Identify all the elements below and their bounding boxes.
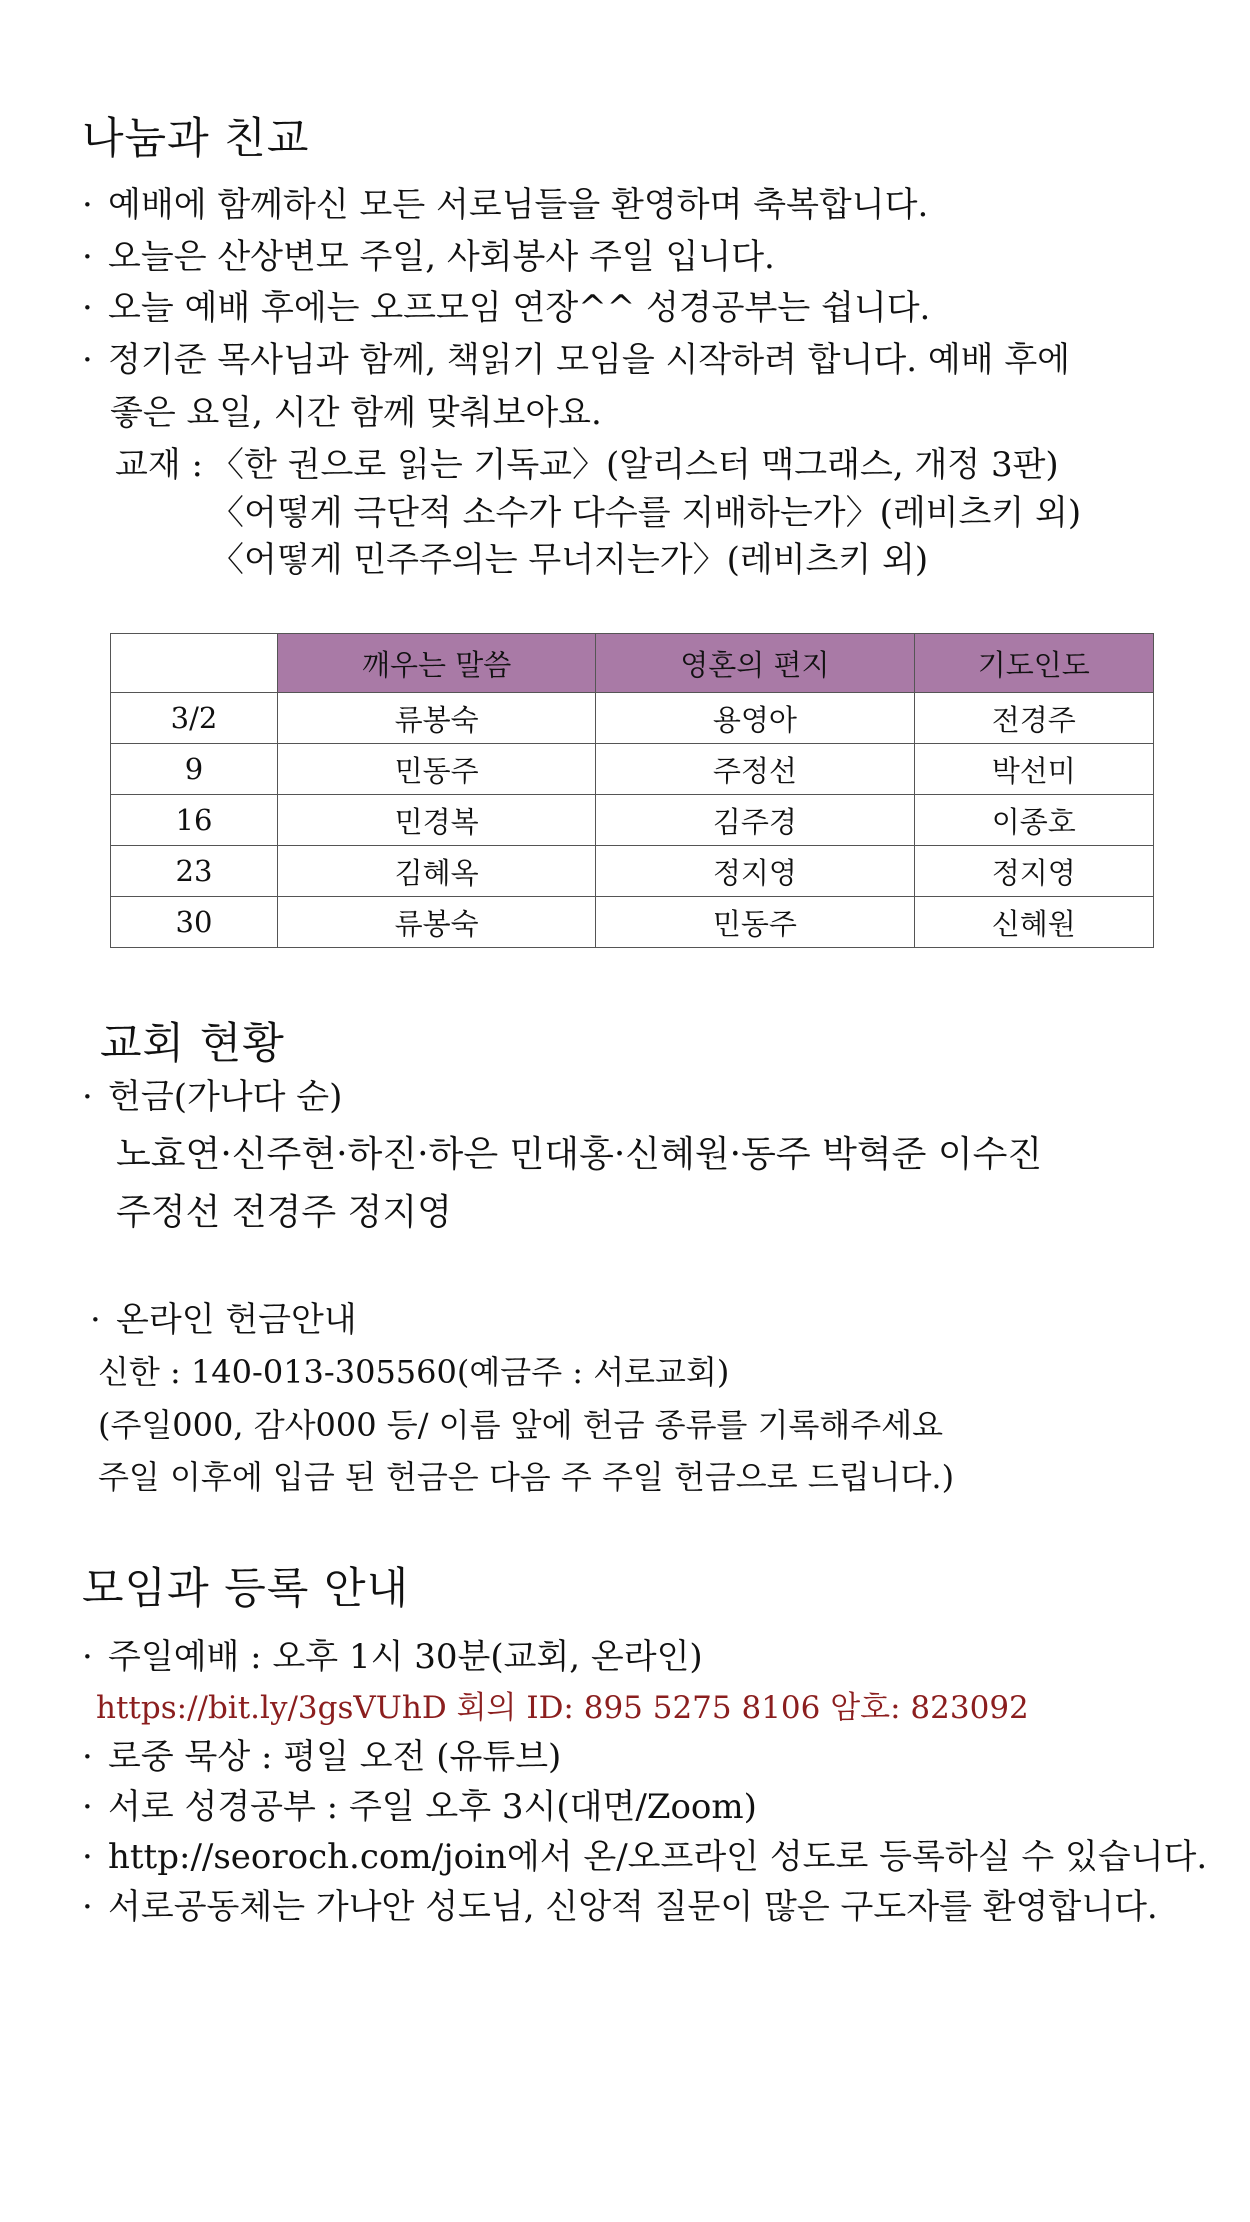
meeting-title: 모임과 등록 안내	[82, 1564, 410, 1614]
table-cell: 민동주	[278, 744, 596, 795]
offering-note: (주일000, 감사000 등/ 이름 앞에 헌금 종류를 기록해주세요	[98, 1406, 944, 1444]
book-item: 〈어떻게 극단적 소수가 다수를 지배하는가〉(레비츠키 외)	[210, 493, 1082, 533]
sharing-item-text: 오늘 예배 후에는 오프모임 연장^^ 성경공부는 쉽니다.	[108, 288, 931, 328]
sunday-worship: 주일예배 : 오후 1시 30분(교회, 온라인)	[108, 1637, 703, 1677]
table-cell: 박선미	[914, 744, 1153, 795]
table-cell: 30	[111, 897, 278, 948]
meeting-item	[82, 1632, 703, 1682]
meeting-item	[82, 1732, 561, 1782]
table-cell: 3/2	[111, 693, 278, 744]
table-cell: 류봉숙	[278, 897, 596, 948]
sharing-continuation: 좋은 요일, 시간 함께 맞춰보아요.	[110, 393, 602, 433]
meeting-item-text: 서로 성경공부 : 주일 오후 3시(대면/Zoom)	[108, 1787, 757, 1827]
textbook-label: 교재 :	[115, 445, 203, 485]
meeting-item	[82, 1832, 1207, 1882]
table-cell: 이종호	[914, 795, 1153, 846]
book-item: 〈어떻게 민주주의는 무너지는가〉(레비츠키 외)	[210, 540, 929, 580]
table-row	[111, 744, 1154, 795]
bullet: ·	[82, 340, 93, 380]
meeting-item-text: 서로공동체는 가나안 성도님, 신앙적 질문이 많은 구도자를 환영합니다.	[108, 1887, 1158, 1927]
meeting-item-text: 로중 묵상 : 평일 오전 (유튜브)	[108, 1737, 562, 1777]
bullet: ·	[82, 185, 93, 225]
donors-line: 노효연·신주현·하진·하은 민대홍·신혜원·동주 박혁준 이수진	[116, 1134, 1043, 1175]
sharing-item	[82, 232, 775, 282]
table-cell: 민경복	[278, 795, 596, 846]
schedule-table	[110, 633, 1154, 948]
table-cell: 전경주	[914, 693, 1153, 744]
table-cell: 주정선	[596, 744, 914, 795]
table-cell: 류봉숙	[278, 693, 596, 744]
status-title: 교회 현황	[100, 1019, 285, 1069]
bullet: ·	[82, 1887, 93, 1927]
table-cell: 김주경	[596, 795, 914, 846]
online-label-line	[90, 1295, 357, 1345]
donors-line: 주정선 전경주 정지영	[116, 1192, 452, 1233]
table-header-cell: 영혼의 편지	[596, 634, 914, 693]
table-row	[111, 897, 1154, 948]
sharing-item-text: 예배에 함께하신 모든 서로님들을 환영하며 축복합니다.	[108, 185, 929, 225]
sharing-item	[82, 283, 930, 333]
table-cell: 9	[111, 744, 278, 795]
table-cell: 16	[111, 795, 278, 846]
meeting-item	[82, 1782, 757, 1832]
table-row	[111, 795, 1154, 846]
table-cell: 김혜옥	[278, 846, 596, 897]
sharing-item-text: 오늘은 산상변모 주일, 사회봉사 주일 입니다.	[108, 237, 775, 277]
bullet: ·	[90, 1300, 101, 1340]
table-header-cell: 기도인도	[914, 634, 1153, 693]
table-cell: 용영아	[596, 693, 914, 744]
offering-label-line	[82, 1072, 342, 1122]
sharing-item	[82, 335, 1070, 385]
table-header-cell	[111, 634, 278, 693]
book-item: 〈한 권으로 읽는 기독교〉(알리스터 맥그래스, 개정 3판)	[210, 445, 1059, 485]
table-cell: 정지영	[914, 846, 1153, 897]
offering-label: 헌금(가나다 순)	[108, 1077, 343, 1117]
table-cell: 민동주	[596, 897, 914, 948]
bullet: ·	[82, 1837, 93, 1877]
bullet: ·	[82, 237, 93, 277]
bullet: ·	[82, 288, 93, 328]
bullet: ·	[82, 1077, 93, 1117]
registration-link-text[interactable]: http://seoroch.com/join에서 온/오프라인 성도로 등록하실 수 있습니다.	[108, 1837, 1208, 1877]
table-header-cell: 깨우는 말씀	[278, 634, 596, 693]
table-cell: 23	[111, 846, 278, 897]
account-info: 신한 : 140-013-305560(예금주 : 서로교회)	[98, 1353, 730, 1391]
zoom-link[interactable]: https://bit.ly/3gsVUhD 회의 ID: 895 5275 8106 암호: 823092	[96, 1690, 1029, 1726]
sharing-title: 나눔과 친교	[82, 114, 310, 164]
table-row	[111, 846, 1154, 897]
table-cell: 신혜원	[914, 897, 1153, 948]
sharing-item-text: 정기준 목사님과 함께, 책읽기 모임을 시작하려 합니다. 예배 후에	[108, 340, 1071, 380]
online-label: 온라인 헌금안내	[116, 1300, 357, 1340]
offering-note: 주일 이후에 입금 된 헌금은 다음 주 주일 헌금으로 드립니다.)	[98, 1458, 955, 1496]
meeting-item	[82, 1882, 1158, 1932]
table-cell: 정지영	[596, 846, 914, 897]
sharing-item	[82, 180, 928, 230]
bullet: ·	[82, 1737, 93, 1777]
table-header-row	[111, 634, 1154, 693]
bullet: ·	[82, 1637, 93, 1677]
table-row	[111, 693, 1154, 744]
bullet: ·	[82, 1787, 93, 1827]
